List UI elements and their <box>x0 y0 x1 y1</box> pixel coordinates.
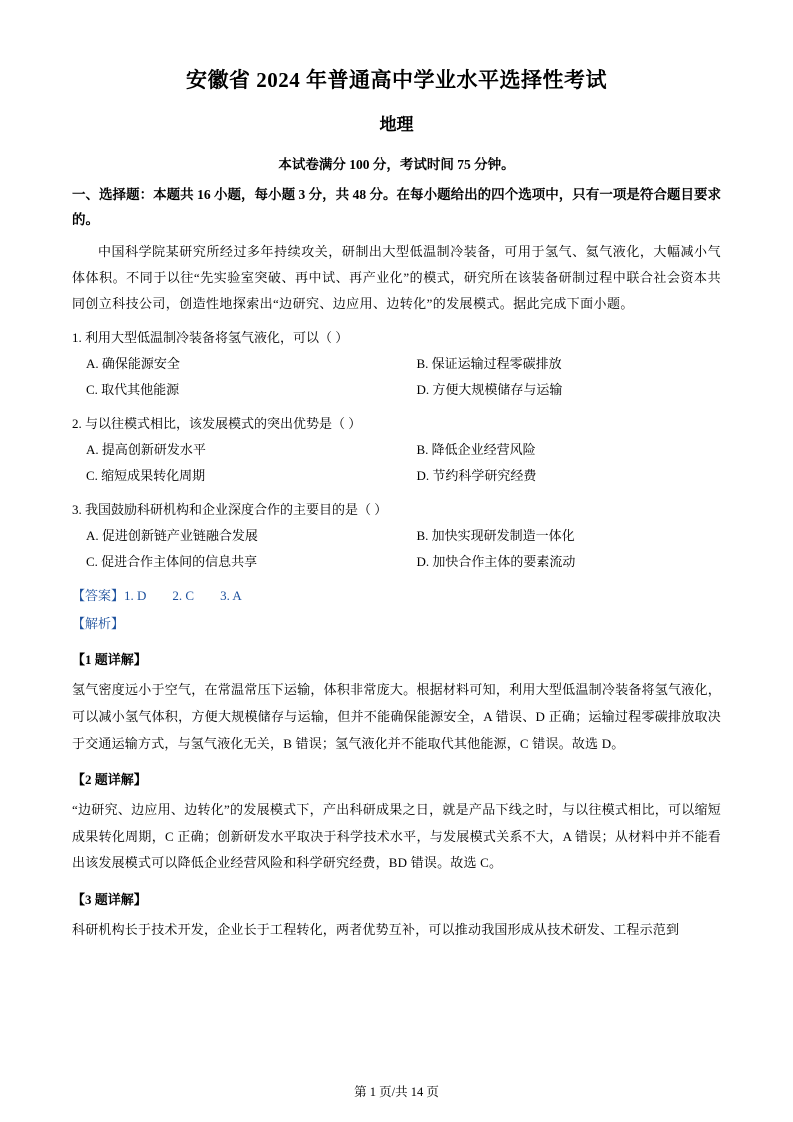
option-3-b[interactable]: B. 加快实现研发制造一体化 <box>416 528 575 544</box>
answer-line <box>72 583 721 609</box>
option-1-a[interactable]: A. 确保能源安全 <box>86 356 180 372</box>
page-footer: 第 1 页/共 14 页 <box>354 1085 439 1099</box>
question-options-row <box>72 377 721 403</box>
option-2-c[interactable]: C. 缩短成果转化周期 <box>86 468 206 484</box>
option-2-a[interactable]: A. 提高创新研发水平 <box>86 442 206 458</box>
detail-body-1: 氢气密度远小于空气，在常温常压下运输，体积非常庞大。根据材料可知，利用大型低温制冷装备将氢气液化，可以减小氢气体积，方便大规模储存与运输，但并不能确保能源安全，A 错误、D 正确；运输过程零碳排放取决于交通运输方式，与氢气液化无关，B 错误；氢气液化并不能取代其他能源，C 错误。故选 D。 <box>72 682 721 751</box>
reading-passage: 中国科学院某研究所经过多年持续攻关，研制出大型低温制冷装备，可用于氢气、氦气液化，大幅减小气体体积。不同于以往“先实验室突破、再中试、再产业化”的模式，研究所在该装备研制过程中联合社会资本共同创立科技公司，创造性地探索出“边研究、边应用、边转化”的发展模式。据此完成下面小题。 <box>72 244 721 312</box>
option-3-a[interactable]: A. 促进创新链产业链融合发展 <box>86 528 258 544</box>
question-options-row <box>72 437 721 463</box>
option-3-d[interactable]: D. 加快合作主体的要素流动 <box>416 554 576 570</box>
detail-heading-1: 【1 题详解】 <box>72 652 147 668</box>
question-options-row <box>72 463 721 489</box>
option-1-d[interactable]: D. 方便大规模储存与运输 <box>416 382 563 398</box>
option-3-c[interactable]: C. 促进合作主体间的信息共享 <box>86 554 258 570</box>
option-2-b[interactable]: B. 降低企业经营风险 <box>416 442 536 458</box>
detail-heading-3: 【3 题详解】 <box>72 892 147 908</box>
option-2-d[interactable]: D. 节约科学研究经费 <box>416 468 537 484</box>
analysis-label: 【解析】 <box>72 616 125 632</box>
exam-meta: 本试卷满分 100 分，考试时间 75 分钟。 <box>278 157 515 173</box>
page-title: 安徽省 2024 年普通高中学业水平选择性考试 <box>186 68 607 92</box>
question-options-row <box>72 351 721 377</box>
detail-body-3: 科研机构长于技术开发，企业长于工程转化，两者优势互补，可以推动我国形成从技术研发、工程示范到 <box>72 922 680 938</box>
detail-body-2: “边研究、边应用、边转化”的发展模式下，产出科研成果之日，就是产品下线之时，与以往模式相比，可以缩短成果转化周期，C 正确；创新研发水平取决于科学技术水平，与发展模式关系不大，A 错误；从材料中并不能看出该发展模式可以降低企业经营风险和科学研究经费，BD 错误。故选 C。 <box>72 802 721 871</box>
question-stem-2: 2. 与以往模式相比，该发展模式的突出优势是（ ） <box>72 416 362 432</box>
question-stem-3: 3. 我国鼓励科研机构和企业深度合作的主要目的是（ ） <box>72 502 388 518</box>
question-options-row <box>72 523 721 549</box>
detail-heading-2: 【2 题详解】 <box>72 772 147 788</box>
option-1-c[interactable]: C. 取代其他能源 <box>86 382 180 398</box>
section-heading: 一、选择题：本题共 16 小题，每小题 3 分，共 48 分。在每小题给出的四个选项中，只有一项是符合题目要求的。 <box>72 187 721 228</box>
answer-item-1: 1. D <box>124 588 147 604</box>
question-options-row <box>72 549 721 575</box>
answer-item-2: 2. C <box>172 588 195 604</box>
subject-title: 地理 <box>379 115 414 135</box>
answer-label: 【答案】 <box>72 588 125 604</box>
option-1-b[interactable]: B. 保证运输过程零碳排放 <box>416 356 562 372</box>
question-stem-1: 1. 利用大型低温制冷装备将氢气液化，可以（ ） <box>72 330 349 346</box>
answer-item-3: 3. A <box>220 588 242 604</box>
